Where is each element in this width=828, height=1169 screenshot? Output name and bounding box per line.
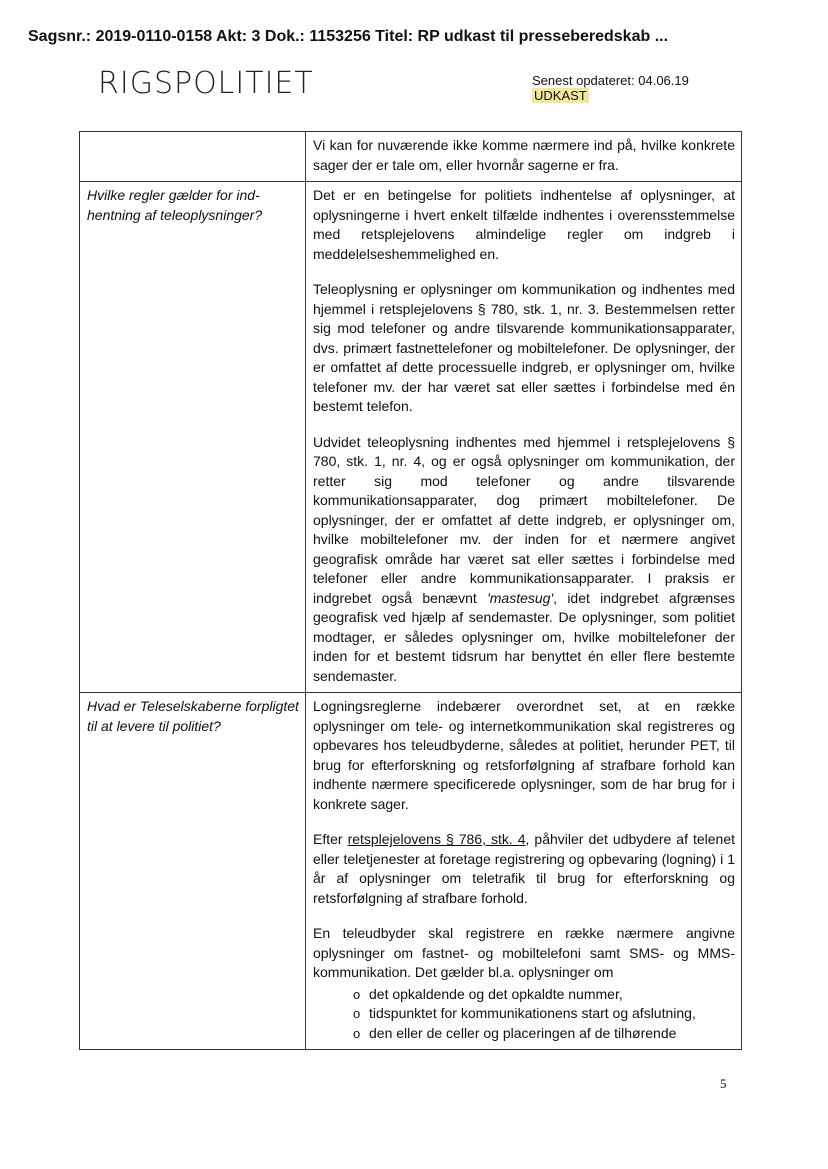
question-cell: Hvilke regler gælder for ind-hentning af teleoplysninger? xyxy=(80,182,306,693)
page-number: 5 xyxy=(720,1076,727,1091)
list-item: o tidspunktet for kommunikationens start og afslutning, xyxy=(353,1004,735,1024)
answer-paragraph xyxy=(313,830,735,908)
table-row xyxy=(80,182,742,693)
answer-paragraph: Det er en betingelse for politiets indhentelse af oplysninger, at oplysningerne i hvert enkelt tilfælde indhentes i overensstemmelse med retsplejelovens almindelige regler om indgreb i meddelelseshemmelighed en. xyxy=(313,187,735,262)
paragraph-text: , påhviler det udbydere af telenet eller teletjenester at foretage registrering og opbevaring (logning) i 1 år af oplysninger om teletrafik til brug for efterforskning og retsforfølgning af strafbare forhold. xyxy=(313,831,735,906)
bullet-list xyxy=(313,985,735,1044)
document-meta xyxy=(532,73,689,103)
paragraph-text: Efter xyxy=(313,831,348,847)
paragraph-text: , idet indgrebet afgrænses geografisk ved hjælp af sendemaster. De oplysninger, som politiet modtager, er således oplysninger om, hvilke mobiltelefoner der inden for et bestemt tidsrum har benyttet én eller flere bestemte sendemaster. xyxy=(313,589,735,684)
paragraph-text: Udvidet teleoplysning indhentes med hjemmel i retsplejelovens § 780, stk. 1, nr. 4, og er også oplysninger om kommunikation, der retter sig mod telefoner og andre tilsvarende kommunikationsapparater, dog primært mobiltelefoner. De oplysninger, der er omfattet af dette indgreb, er oplysninger om, hvilke mobiltelefoner mv. der inden for et nærmere angivet geografisk område har været sat eller sættes i forbindelse med telefoner eller andre kommunikationsapparater. I praksis er indgrebet også benævnt xyxy=(313,433,735,606)
list-item: o den eller de celler og placeringen af de tilhørende xyxy=(353,1024,735,1044)
law-reference-link[interactable]: retsplejelovens § 786, stk. 4 xyxy=(347,831,526,847)
qa-table xyxy=(79,131,742,1050)
table-row xyxy=(80,693,742,1050)
answer-paragraph xyxy=(313,433,735,687)
draft-status-badge: UDKAST xyxy=(534,88,587,103)
answer-cell xyxy=(306,693,742,1050)
case-reference-line: Sagsnr.: 2019-0110-0158 Akt: 3 Dok.: 1153256 Titel: RP udkast til presseberedskab ... xyxy=(28,28,669,45)
answer-paragraph: Teleoplysning er oplysninger om kommunikation og indhentes med hjemmel i retsplejelovens § 780, stk. 1, nr. 3. Bestemmelsen retter sig mod telefoner og andre tilsvarende kommunikationsapparater, dvs. primært fastnettelefoner og mobiltelefoner. De oplysninger, der er omfattet af dette processuelle indgreb, er oplysninger om, hvilke telefoner mv. der har været sat eller sættes i forbindelse med én bestemt telefon. xyxy=(313,281,735,414)
mastesug-term: 'mastesug' xyxy=(487,589,554,606)
last-updated-text: Senest opdateret: 04.06.19 xyxy=(532,73,689,88)
table-row xyxy=(80,132,742,182)
question-cell xyxy=(80,132,306,182)
answer-cell xyxy=(306,132,742,182)
answer-paragraph: En teleudbyder skal registrere en række nærmere angivne oplysninger om fastnet- og mobiltelefoni samt SMS- og MMS-kommunikation. Det gælder bl.a. oplysninger om xyxy=(313,925,735,980)
rigspolitiet-logo: RIGSPOLITIET xyxy=(98,66,314,101)
answer-cell xyxy=(306,182,742,693)
answer-paragraph: Vi kan for nuværende ikke komme nærmere ind på, hvilke konkrete sager der er tale om, eller hvornår sagerne er fra. xyxy=(313,137,735,173)
answer-paragraph: Logningsreglerne indebærer overordnet set, at en række oplysninger om tele- og internetkommunikation skal registreres og opbevares hos teleudbyderne, således at politiet, herunder PET, til brug for efterforskning og retsforfølgning af strafbare forhold kan indhente nærmere specificerede oplysninger, som de har brug for i konkrete sager. xyxy=(313,698,735,812)
question-cell: Hvad er Teleselskaberne forpligtet til at levere til politiet? xyxy=(80,693,306,1050)
list-item: o det opkaldende og det opkaldte nummer, xyxy=(353,985,735,1005)
